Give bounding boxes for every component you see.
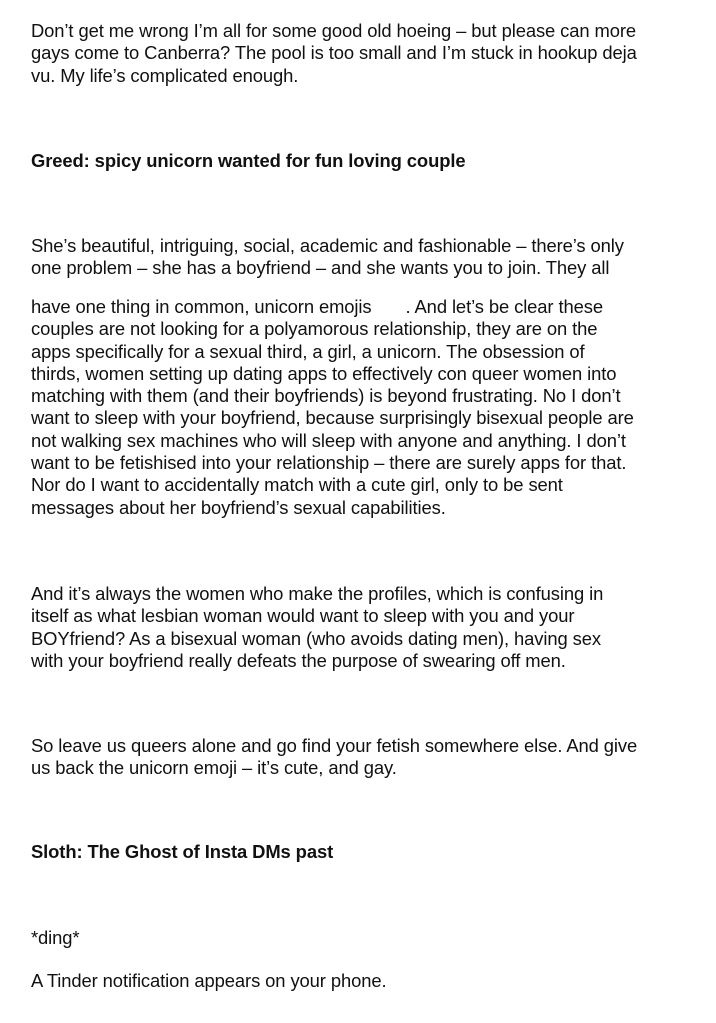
greed-p2-line-4: thirds, women setting up dating apps to effectively con queer women into bbox=[31, 362, 617, 384]
greed-paragraph-4 bbox=[31, 735, 637, 780]
greed-p2-line-2: couples are not looking for a polyamorous relationship, they are on the bbox=[31, 318, 598, 340]
greed-p2-line-1-start: have one thing in common, unicorn emojis bbox=[31, 296, 372, 317]
greed-p2-line-7: not walking sex machines who will sleep with anyone and anything. I don’t bbox=[31, 429, 626, 451]
greed-p4-line-2: us back the unicorn emoji – it’s cute, and gay. bbox=[31, 757, 397, 779]
greed-p3-line-4: with your boyfriend really defeats the purpose of swearing off men. bbox=[31, 649, 566, 671]
intro-line-1: Don’t get me wrong I’m all for some good old hoeing – but please can more bbox=[31, 20, 637, 41]
greed-p1-line-1: She’s beautiful, intriguing, social, academic and fashionable – there’s only bbox=[31, 235, 624, 256]
sloth-paragraph-1: *ding* bbox=[31, 927, 80, 948]
greed-p2-line-3: apps specifically for a sexual third, a girl, a unicorn. The obsession of bbox=[31, 340, 585, 362]
greed-p3-line-3: BOYfriend? As a bisexual woman (who avoids dating men), having sex bbox=[31, 627, 601, 649]
greed-p2-line-6: want to sleep with your boyfriend, because surprisingly bisexual people are bbox=[31, 407, 634, 429]
intro-paragraph bbox=[31, 20, 637, 87]
greed-paragraph-1 bbox=[31, 235, 624, 280]
greed-p4-line-1: So leave us queers alone and go find your fetish somewhere else. And give bbox=[31, 735, 638, 756]
greed-p2-line-5: matching with them (and their boyfriends) is beyond frustrating. No I don’t bbox=[31, 385, 621, 407]
greed-paragraph-2 bbox=[31, 296, 634, 519]
greed-heading: Greed: spicy unicorn wanted for fun loving couple bbox=[31, 150, 466, 171]
greed-p2-line-1-end: . And let’s be clear these bbox=[405, 296, 603, 317]
greed-p2-line-10: messages about her boyfriend’s sexual capabilities. bbox=[31, 496, 446, 518]
greed-p2-line-8: want to be fetishised into your relationship – there are surely apps for that. bbox=[31, 452, 627, 474]
greed-p3-line-1: And it’s always the women who make the profiles, which is confusing in bbox=[31, 583, 604, 604]
sloth-heading: Sloth: The Ghost of Insta DMs past bbox=[31, 841, 334, 862]
intro-line-3: vu. My life’s complicated enough. bbox=[31, 64, 299, 86]
greed-p2-line-1 bbox=[31, 296, 634, 318]
greed-p3-line-2: itself as what lesbian woman would want to sleep with you and your bbox=[31, 605, 575, 627]
greed-p1-line-2: one problem – she has a boyfriend – and she wants you to join. They all bbox=[31, 257, 610, 279]
sloth-paragraph-2: A Tinder notification appears on your phone. bbox=[31, 970, 387, 991]
greed-p2-line-9: Nor do I want to accidentally match with a cute girl, only to be sent bbox=[31, 474, 563, 496]
greed-paragraph-3 bbox=[31, 583, 603, 672]
intro-line-2: gays come to Canberra? The pool is too small and I’m stuck in hookup deja bbox=[31, 42, 637, 64]
